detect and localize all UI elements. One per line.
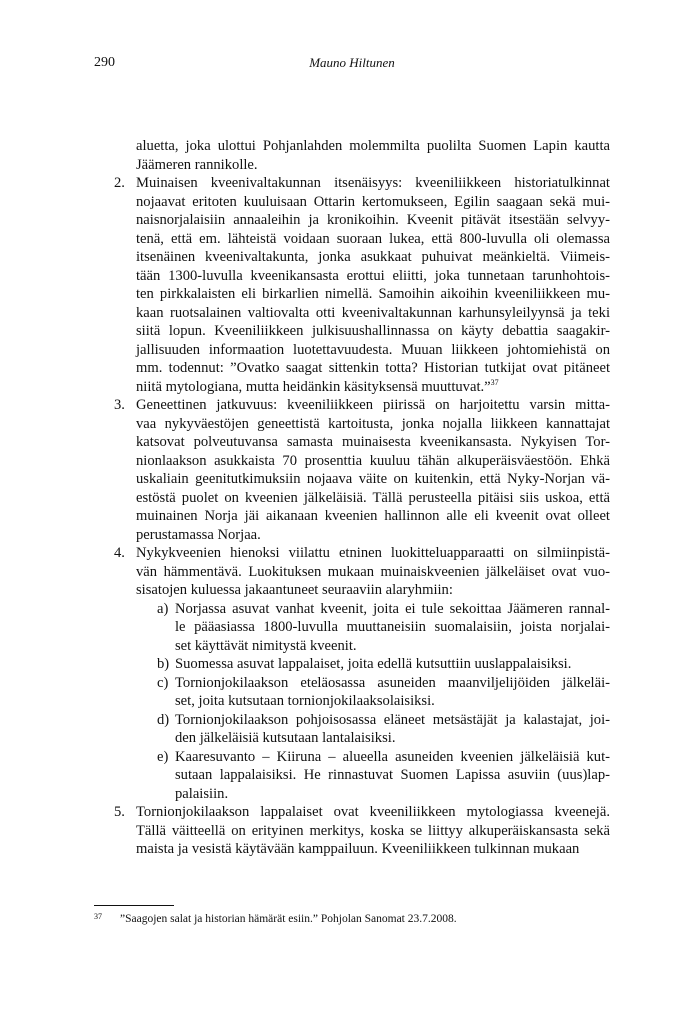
text-line: ten pirkkalaisten eli birkarlien nimellä. Samoihin aikoihin kveeniliikkeen mu- [136, 286, 610, 302]
text-line: maista ja vesistä käytävään kamppailuun. Kveeniliikkeen tulkinnan mukaan [136, 841, 580, 857]
text-line: set käyttävät nimitystä kveenit. [175, 637, 357, 654]
text-line: niitä mytologiana, mutta heidänkin käsityksensä muuttuvat.” [136, 378, 491, 395]
text-line: siitä lopun. Kveeniliikkeen julkisuushallinnassa on käyty debattia saagakir- [136, 323, 610, 339]
text-line: naisnorjalaisiin annaaleihin ja kronikoihin. Kveenit pitävät itsestään selvyy- [136, 212, 610, 228]
text-line: Nykykveenien hienoksi viilattu etninen luokitteluapparaatti on silmiinpistä- [136, 545, 610, 561]
list-number: 4. [114, 545, 125, 561]
sub-list-letter: a) [157, 600, 169, 617]
text-line: katsovat polveutuvansa samasta muinaisesta kveenikansasta. Nykyisen Tor- [136, 434, 610, 450]
footnote-reference[interactable]: 37 [490, 377, 499, 387]
text-line: estöstä puolet on kveenien jälkeläisiä. Tällä perusteella pitäisi siis uskoa, että [136, 489, 610, 506]
text-line: nionlaakson asukkaista 70 prosenttia kuuluu tähän alkuperäisväestöön. Ehkä [136, 452, 610, 469]
text-line: Geneettinen jatkuvuus: kveeniliikkeen piirissä on harjoitettu varsin mitta- [136, 397, 610, 413]
text-line: tenä, että em. lähteistä voidaan suoraan lukea, että 800-luvulla oli olemassa [136, 230, 610, 247]
text-line: palaisiin. [175, 785, 229, 802]
text-line: le pääasiassa 1800-luvulla muuttaneisiin suomalaisiin, joista norjalai- [175, 619, 610, 635]
text-line: Tornionjokilaakson eteläosassa asuneiden maanviljelijöiden jälkeläi- [175, 674, 610, 691]
sub-list-item [94, 600, 610, 656]
body-text [94, 137, 610, 859]
intro-paragraph [94, 137, 610, 174]
text-line: Suomessa asuvat lappalaiset, joita edellä kutsuttiin uuslappalaisiksi. [175, 656, 572, 672]
running-head: Mauno Hiltunen [309, 55, 395, 70]
text-line: tään 1300-luvulla kveenikansasta erottui eliitti, joka tunnetaan tarunhohtois- [136, 267, 610, 284]
text-line-with-ref [136, 378, 610, 397]
text-line: aluetta, joka ulottui Pohjanlahden molemmilta puolilta Suomen Lapin kautta [136, 138, 610, 154]
text-line: sutaan lappalaisiksi. He rinnastuvat Suomen Lapissa asuviin (uus)lap- [175, 767, 610, 783]
footnote-rule [94, 905, 174, 906]
footnote-number: 37 [94, 912, 102, 921]
text-line: uskaliain geenitutkimuksiin nojaava väite on kuitenkin, että Nyky-Norjan vä- [136, 471, 610, 487]
sub-list-letter: d) [157, 711, 170, 728]
text-line: Kaaresuvanto – Kiiruna – alueella asuneiden kveenien jälkeläisiä kut- [175, 748, 610, 765]
text-line: Jäämeren rannikolle. [136, 156, 258, 173]
text-line: perustamassa Norjaa. [136, 526, 261, 543]
sub-list-item [94, 674, 610, 711]
text-line: nojaavat eritoten kuuluisaan Ottarin kertomukseen, Egilin saagaan sekä mui- [136, 193, 610, 210]
list-item [94, 544, 610, 803]
footnote-text: ”Saagojen salat ja historian hämärät esiin.” Pohjolan Sanomat 23.7.2008. [120, 913, 457, 925]
list-item [94, 803, 610, 859]
text-line: jallisuuden informaation luotettavuudesta. Muuan liikkeen johtomiehistä on [136, 341, 610, 358]
text-line: den jälkeläisiä kutsutaan lantalaisiksi. [175, 730, 396, 746]
list-number: 5. [114, 804, 125, 820]
text-line: set, joita kutsutaan tornionjokilaaksolaisiksi. [175, 693, 435, 709]
sub-list-letter: c) [157, 674, 169, 691]
text-line: mm. todennut: ”Ovatko saagat sittenkin totta? Historian tutkijat ovat pitäneet [136, 360, 610, 376]
text-line: Norjassa asuvat vanhat kveenit, joita ei tule sekoittaa Jäämeren rannal- [175, 600, 610, 617]
text-line: sisatojen kuluessa jakaantuneet seuraaviin alaryhmiin: [136, 582, 453, 598]
text-line: itsenäinen kveenivaltakunta, jonka asukkaat puhuivat meänkieltä. Viimeis- [136, 249, 610, 265]
text-line: vaa nykyväestöjen geneettistä kartoitusta, jonka nojalla liikkeen kannattajat [136, 415, 610, 432]
text-line: Tällä väitteellä on erityinen merkitys, koska se liittyy alkuperäiskansasta sekä [136, 822, 610, 839]
list-number: 2. [114, 175, 125, 191]
text-line: Tornionjokilaakson pohjoisosassa eläneet metsästäjät ja kalastajat, joi- [175, 711, 610, 728]
text-line: kaan ruotsalainen valtiovalta otti kveenivaltakunnan karhunsyleilyynsä ja teki [136, 304, 610, 321]
list-item [94, 396, 610, 544]
list-item [94, 174, 610, 396]
sub-list-item [94, 711, 610, 748]
sub-list-letter: e) [157, 748, 169, 765]
text-line: vän hämmentävä. Luokituksen mukaan muinaiskveenien jälkeläiset ovat vuo- [136, 563, 610, 580]
page-number: 290 [94, 55, 115, 70]
sub-list-item [94, 748, 610, 804]
sub-list-item [94, 655, 610, 674]
footnote [94, 912, 610, 927]
text-line: muinainen Norja jäi aikanaan kveenien hallinnon alle eli kveenit ovat olleet [136, 508, 610, 524]
page-header [94, 55, 610, 75]
text-line: Muinaisen kveenivaltakunnan itsenäisyys: kveeniliikkeen historiatulkinnat [136, 175, 610, 191]
list-number: 3. [114, 397, 125, 413]
sub-list-letter: b) [157, 656, 170, 672]
text-line: Tornionjokilaakson lappalaiset ovat kveeniliikkeen mytologiassa kveenejä. [136, 804, 610, 820]
